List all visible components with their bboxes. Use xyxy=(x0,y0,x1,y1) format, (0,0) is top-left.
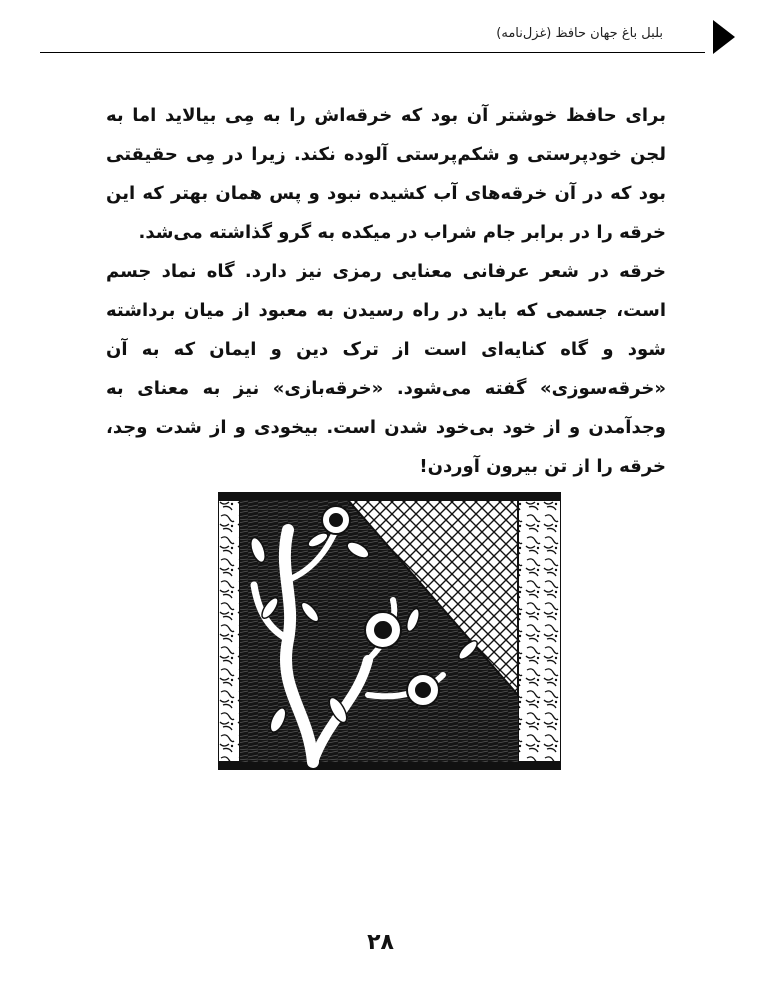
header-rule xyxy=(40,52,705,53)
triangle-marker-icon xyxy=(713,20,735,54)
paragraph-1: برای حافظ خوشتر آن بود که خرقه‌اش را به مِی بیالاید اما به لجن خودپرستی و شکم‌پرستی آلوده نکند. زیرا در مِی حقیقتی بود که در آن خرقه‌های آب کشیده نبود و پس همان بهتر که این خرقه را در برابر جام شراب در میکده به گرو گذاشته می‌شد. xyxy=(106,105,666,243)
body-text xyxy=(106,96,666,486)
paragraph-2: خرقه در شعر عرفانی معنایی رمزی نیز دارد. گاه نماد جسم است، جسمی که باید در راه رسیدن به معبود از میان برداشته شود و گاه کنایه‌ای است از ترک دین و ایمان که به آن «خرقه‌سوزی» گفته می‌شود. «خرقه‌بازی» نیز به معنای به وجدآمدن و از خود بی‌خود شدن است. بیخودی و از شدت وجد، خرقه را از تن بیرون آوردن! xyxy=(106,261,666,477)
page-number: ۲۸ xyxy=(367,930,394,955)
woodcut-illustration xyxy=(218,490,561,772)
running-header xyxy=(40,14,665,54)
woodcut-illustration-svg xyxy=(218,490,561,772)
running-header-title: بلبل باغ جهان حافظ (غزل‌نامه) xyxy=(496,26,663,41)
